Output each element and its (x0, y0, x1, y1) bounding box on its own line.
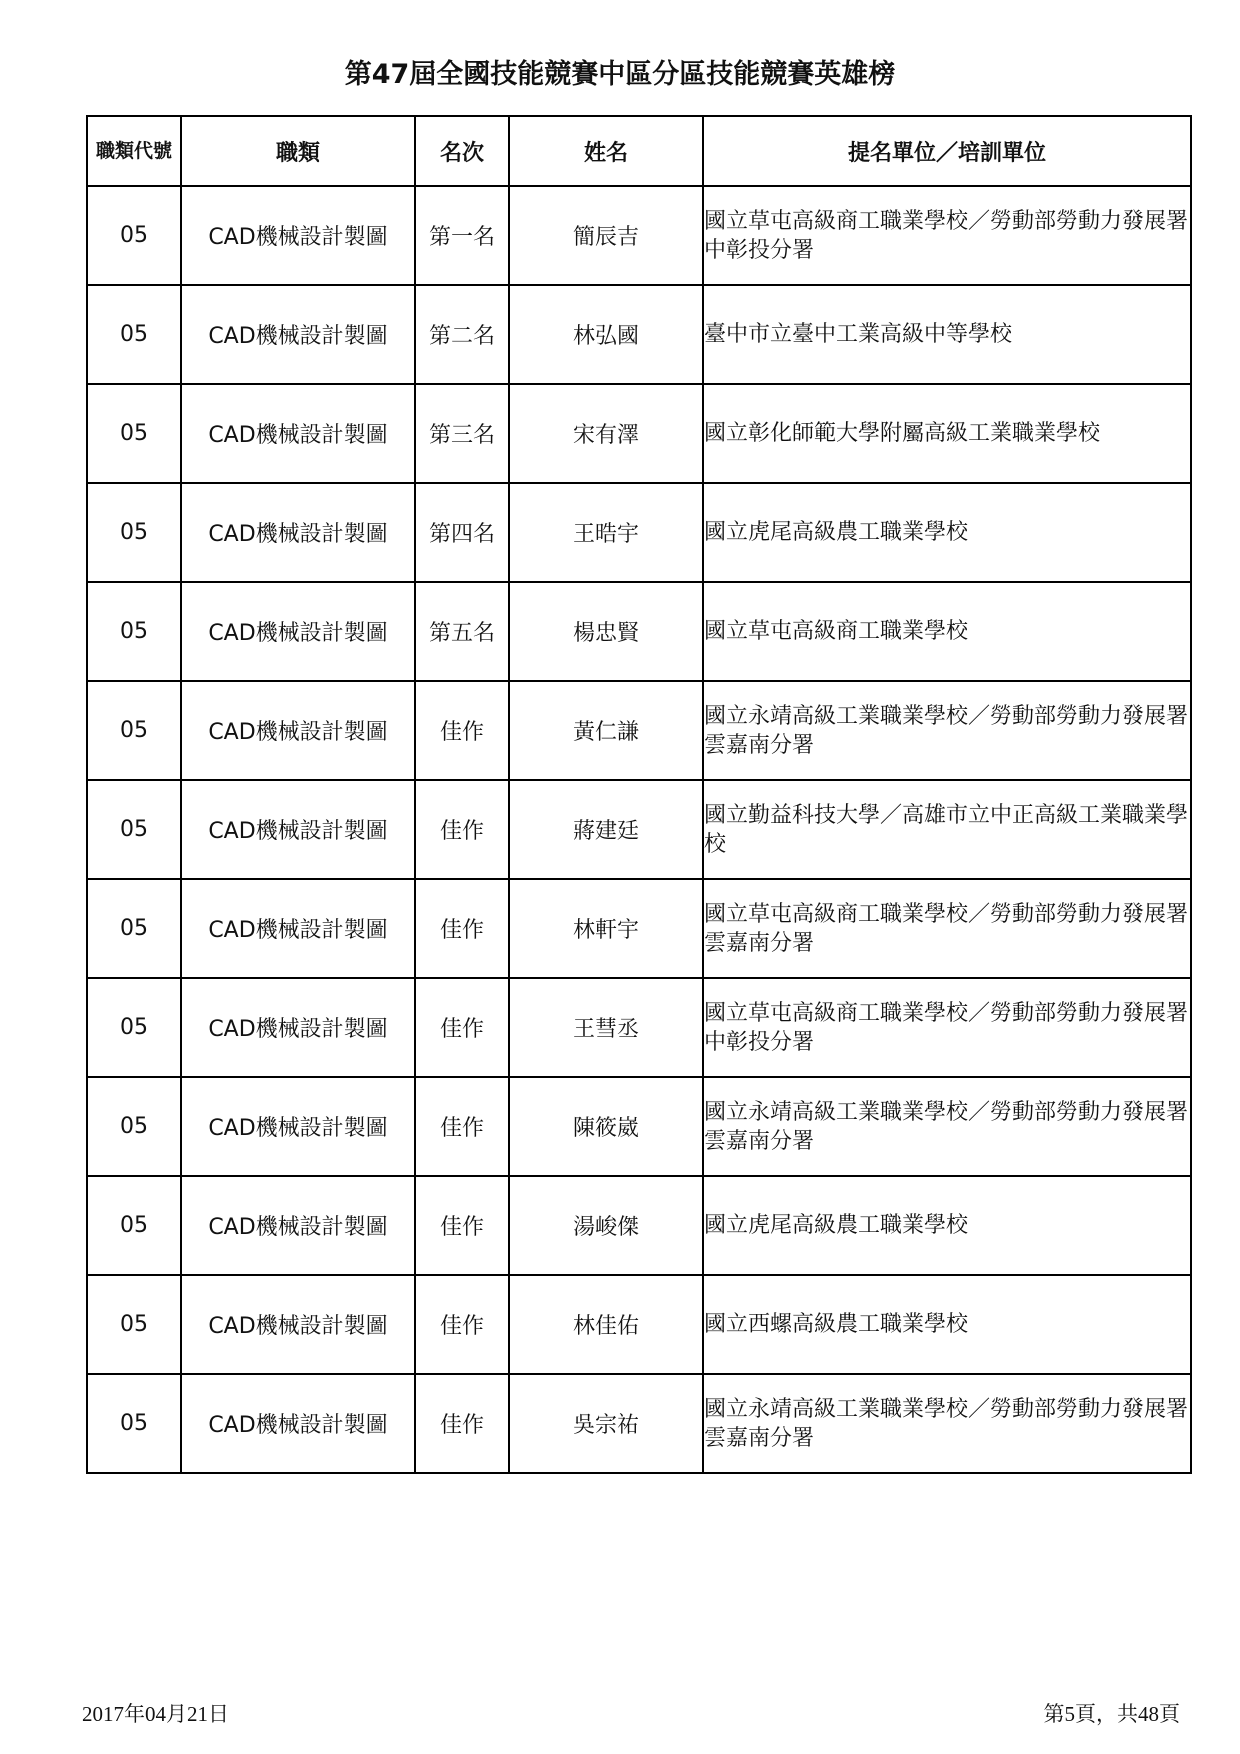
cell-code: 05 (87, 384, 181, 483)
cell-rank: 第四名 (415, 483, 509, 582)
cell-trade: CAD機械設計製圖 (181, 483, 415, 582)
cell-org: 國立永靖高級工業職業學校／勞動部勞動力發展署雲嘉南分署 (703, 1374, 1191, 1473)
cell-name: 宋有澤 (509, 384, 703, 483)
cell-trade: CAD機械設計製圖 (181, 1176, 415, 1275)
cell-name: 湯峻傑 (509, 1176, 703, 1275)
column-header-trade: 職類 (181, 116, 415, 186)
cell-org: 國立永靖高級工業職業學校／勞動部勞動力發展署雲嘉南分署 (703, 681, 1191, 780)
cell-rank: 佳作 (415, 681, 509, 780)
cell-trade: CAD機械設計製圖 (181, 582, 415, 681)
cell-rank: 第五名 (415, 582, 509, 681)
table-row (87, 1176, 1191, 1275)
cell-rank: 佳作 (415, 879, 509, 978)
footer-date: 2017年04月21日 (82, 1702, 229, 1726)
cell-name: 楊忠賢 (509, 582, 703, 681)
cell-code: 05 (87, 879, 181, 978)
cell-name: 王晧宇 (509, 483, 703, 582)
table-row (87, 879, 1191, 978)
cell-name: 林佳佑 (509, 1275, 703, 1374)
cell-code: 05 (87, 1077, 181, 1176)
cell-rank: 第三名 (415, 384, 509, 483)
cell-code: 05 (87, 483, 181, 582)
column-header-code: 職類代號 (87, 116, 181, 186)
cell-trade: CAD機械設計製圖 (181, 978, 415, 1077)
cell-code: 05 (87, 978, 181, 1077)
cell-rank: 佳作 (415, 780, 509, 879)
table-row (87, 186, 1191, 285)
cell-name: 黃仁謙 (509, 681, 703, 780)
cell-rank: 佳作 (415, 1176, 509, 1275)
cell-org: 國立虎尾高級農工職業學校 (703, 483, 1191, 582)
results-table (86, 115, 1192, 1474)
cell-name: 陳筱崴 (509, 1077, 703, 1176)
table-header (87, 116, 1191, 186)
cell-rank: 佳作 (415, 978, 509, 1077)
table-row (87, 681, 1191, 780)
cell-code: 05 (87, 681, 181, 780)
cell-code: 05 (87, 186, 181, 285)
cell-org: 國立草屯高級商工職業學校 (703, 582, 1191, 681)
table-row (87, 978, 1191, 1077)
cell-org: 國立草屯高級商工職業學校／勞動部勞動力發展署中彰投分署 (703, 978, 1191, 1077)
cell-code: 05 (87, 1275, 181, 1374)
cell-name: 王彗丞 (509, 978, 703, 1077)
cell-rank: 佳作 (415, 1374, 509, 1473)
table-row (87, 1275, 1191, 1374)
cell-rank: 第二名 (415, 285, 509, 384)
column-header-rank: 名次 (415, 116, 509, 186)
page-title: 第47屆全國技能競賽中區分區技能競賽英雄榜 (344, 59, 896, 90)
table-row (87, 285, 1191, 384)
cell-name: 吳宗祐 (509, 1374, 703, 1473)
cell-trade: CAD機械設計製圖 (181, 780, 415, 879)
cell-name: 蔣建廷 (509, 780, 703, 879)
cell-name: 林弘國 (509, 285, 703, 384)
table-row (87, 1077, 1191, 1176)
cell-org: 國立西螺高級農工職業學校 (703, 1275, 1191, 1374)
table-row (87, 582, 1191, 681)
cell-org: 國立彰化師範大學附屬高級工業職業學校 (703, 384, 1191, 483)
table-row (87, 1374, 1191, 1473)
cell-code: 05 (87, 1374, 181, 1473)
cell-code: 05 (87, 780, 181, 879)
cell-trade: CAD機械設計製圖 (181, 285, 415, 384)
cell-trade: CAD機械設計製圖 (181, 681, 415, 780)
column-header-org: 提名單位／培訓單位 (703, 116, 1191, 186)
cell-org: 臺中市立臺中工業高級中等學校 (703, 285, 1191, 384)
cell-name: 簡辰吉 (509, 186, 703, 285)
cell-name: 林軒宇 (509, 879, 703, 978)
cell-rank: 第一名 (415, 186, 509, 285)
cell-trade: CAD機械設計製圖 (181, 879, 415, 978)
table-body (87, 186, 1191, 1473)
cell-trade: CAD機械設計製圖 (181, 1275, 415, 1374)
cell-code: 05 (87, 1176, 181, 1275)
cell-org: 國立勤益科技大學／高雄市立中正高級工業職業學校 (703, 780, 1191, 879)
cell-org: 國立虎尾高級農工職業學校 (703, 1176, 1191, 1275)
cell-trade: CAD機械設計製圖 (181, 1077, 415, 1176)
cell-trade: CAD機械設計製圖 (181, 1374, 415, 1473)
footer-page-number: 第5頁，共48頁 (1043, 1702, 1180, 1726)
table-row (87, 483, 1191, 582)
cell-org: 國立草屯高級商工職業學校／勞動部勞動力發展署中彰投分署 (703, 186, 1191, 285)
cell-trade: CAD機械設計製圖 (181, 384, 415, 483)
cell-org: 國立草屯高級商工職業學校／勞動部勞動力發展署雲嘉南分署 (703, 879, 1191, 978)
cell-rank: 佳作 (415, 1077, 509, 1176)
column-header-name: 姓名 (509, 116, 703, 186)
cell-trade: CAD機械設計製圖 (181, 186, 415, 285)
table-row (87, 384, 1191, 483)
table-row (87, 780, 1191, 879)
cell-code: 05 (87, 285, 181, 384)
header-row (87, 116, 1191, 186)
cell-code: 05 (87, 582, 181, 681)
cell-org: 國立永靖高級工業職業學校／勞動部勞動力發展署雲嘉南分署 (703, 1077, 1191, 1176)
cell-rank: 佳作 (415, 1275, 509, 1374)
